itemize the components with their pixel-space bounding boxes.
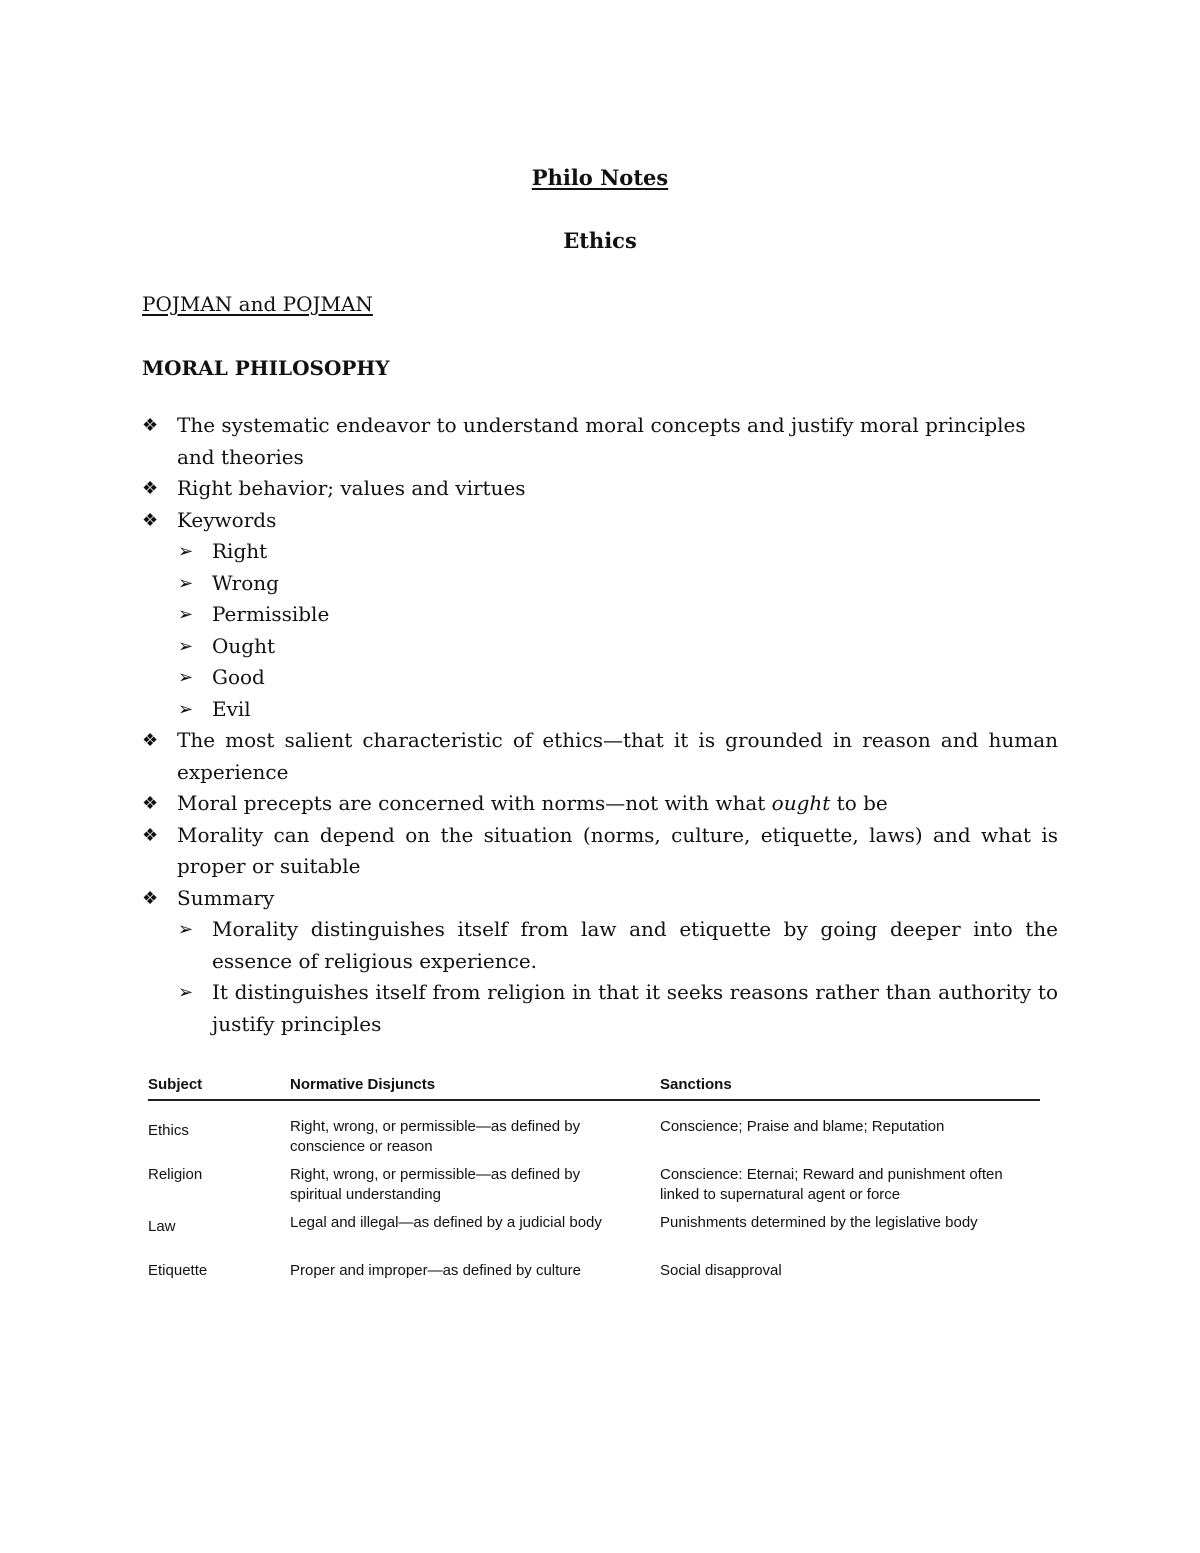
table-header — [148, 1075, 1040, 1101]
summary-text: It distinguishes itself from religion in that it seeks reasons rather than authority to justify principles — [212, 980, 1058, 1036]
bullet-list — [142, 410, 1058, 1040]
table-cell-subject: Law — [148, 1218, 176, 1235]
sub-list-item — [142, 914, 1058, 977]
list-item — [142, 788, 1058, 820]
sub-list-item — [142, 568, 1058, 600]
arrow-bullet-icon: ➢ — [178, 635, 194, 657]
table-cell-disjuncts: Right, wrong, or permissible—as defined by conscience or reason — [290, 1118, 581, 1155]
diamond-bullet-icon: ❖ — [142, 478, 159, 499]
arrow-bullet-icon: ➢ — [178, 572, 194, 594]
list-item — [142, 473, 1058, 505]
diamond-bullet-icon: ❖ — [142, 415, 159, 436]
table-cell-subject: Etiquette — [148, 1262, 208, 1279]
sub-list-item — [142, 694, 1058, 726]
diamond-bullet-icon: ❖ — [142, 824, 159, 846]
arrow-bullet-icon: ➢ — [178, 541, 194, 562]
sub-list-item — [142, 536, 1058, 568]
list-item-text: Keywords — [177, 507, 277, 532]
sub-list-item — [142, 631, 1058, 663]
diamond-bullet-icon: ❖ — [142, 887, 159, 909]
arrow-bullet-icon: ➢ — [178, 604, 194, 625]
table-cell-disjuncts: Legal and illegal—as defined by a judicial body — [290, 1214, 602, 1231]
arrow-bullet-icon: ➢ — [178, 919, 194, 940]
section-heading: MORAL PHILOSOPHY — [142, 356, 390, 380]
column-header-disjuncts: Normative Disjuncts — [290, 1076, 436, 1093]
diamond-bullet-icon: ❖ — [142, 793, 159, 814]
table-cell-disjuncts: Proper and improper—as defined by culture — [290, 1262, 581, 1279]
list-item — [142, 883, 1058, 915]
list-item-text: Summary — [177, 885, 275, 910]
list-item — [142, 725, 1058, 788]
sub-list-item — [142, 977, 1058, 1040]
keyword-text: Good — [212, 665, 265, 689]
list-item-text: Right behavior; values and virtues — [177, 476, 526, 500]
list-item-text: Morality can depend on the situation (norms, culture, etiquette, laws) and what is proper or suitable — [177, 822, 1058, 878]
sub-list-item — [142, 662, 1058, 694]
table-row — [148, 1261, 1040, 1289]
table-cell-sanctions: Conscience; Praise and blame; Reputation — [660, 1118, 945, 1135]
keyword-text: Wrong — [212, 570, 279, 595]
emphasis-text: ought — [771, 791, 831, 815]
keyword-text: Right — [212, 539, 268, 563]
list-item — [142, 820, 1058, 883]
author-heading: POJMAN and POJMAN — [142, 292, 373, 316]
keyword-text: Evil — [212, 696, 251, 721]
sub-list-item — [142, 599, 1058, 631]
list-item-text: The systematic endeavor to understand moral concepts and justify moral principles and theories — [177, 413, 1026, 469]
list-item — [142, 410, 1058, 473]
table-row — [148, 1117, 1040, 1165]
arrow-bullet-icon: ➢ — [178, 667, 194, 688]
page-subtitle: Ethics — [563, 228, 637, 253]
diamond-bullet-icon: ❖ — [142, 509, 159, 531]
keyword-text: Ought — [212, 633, 275, 658]
table-cell-subject: Ethics — [148, 1122, 189, 1139]
comparison-table — [148, 1075, 1040, 1289]
table-cell-subject: Religion — [148, 1166, 203, 1183]
table-cell-sanctions: Punishments determined by the legislative body — [660, 1214, 978, 1231]
list-item-text: The most salient characteristic of ethics—that it is grounded in reason and human experience — [177, 728, 1058, 784]
page-title: Philo Notes — [531, 165, 669, 190]
table-cell-sanctions: Conscience: Eternai; Reward and punishment often linked to supernatural agent or force — [660, 1166, 1003, 1203]
list-item-text-part: to be — [830, 791, 888, 815]
table-row — [148, 1165, 1040, 1213]
table-cell-sanctions: Social disapproval — [660, 1262, 782, 1279]
diamond-bullet-icon: ❖ — [142, 730, 159, 751]
arrow-bullet-icon: ➢ — [178, 698, 194, 720]
arrow-bullet-icon: ➢ — [178, 982, 194, 1003]
table-cell-disjuncts: Right, wrong, or permissible—as defined by spiritual understanding — [290, 1166, 581, 1203]
list-item-text — [177, 788, 1058, 820]
list-item-text-part: Moral precepts are concerned with norms—not with what — [177, 791, 772, 815]
table-row — [148, 1213, 1040, 1261]
column-header-subject: Subject — [148, 1076, 203, 1093]
summary-text: Morality distinguishes itself from law and etiquette by going deeper into the essence of religious experience. — [212, 917, 1058, 973]
column-header-sanctions: Sanctions — [660, 1076, 732, 1093]
keyword-text: Permissible — [212, 602, 330, 626]
list-item — [142, 505, 1058, 537]
